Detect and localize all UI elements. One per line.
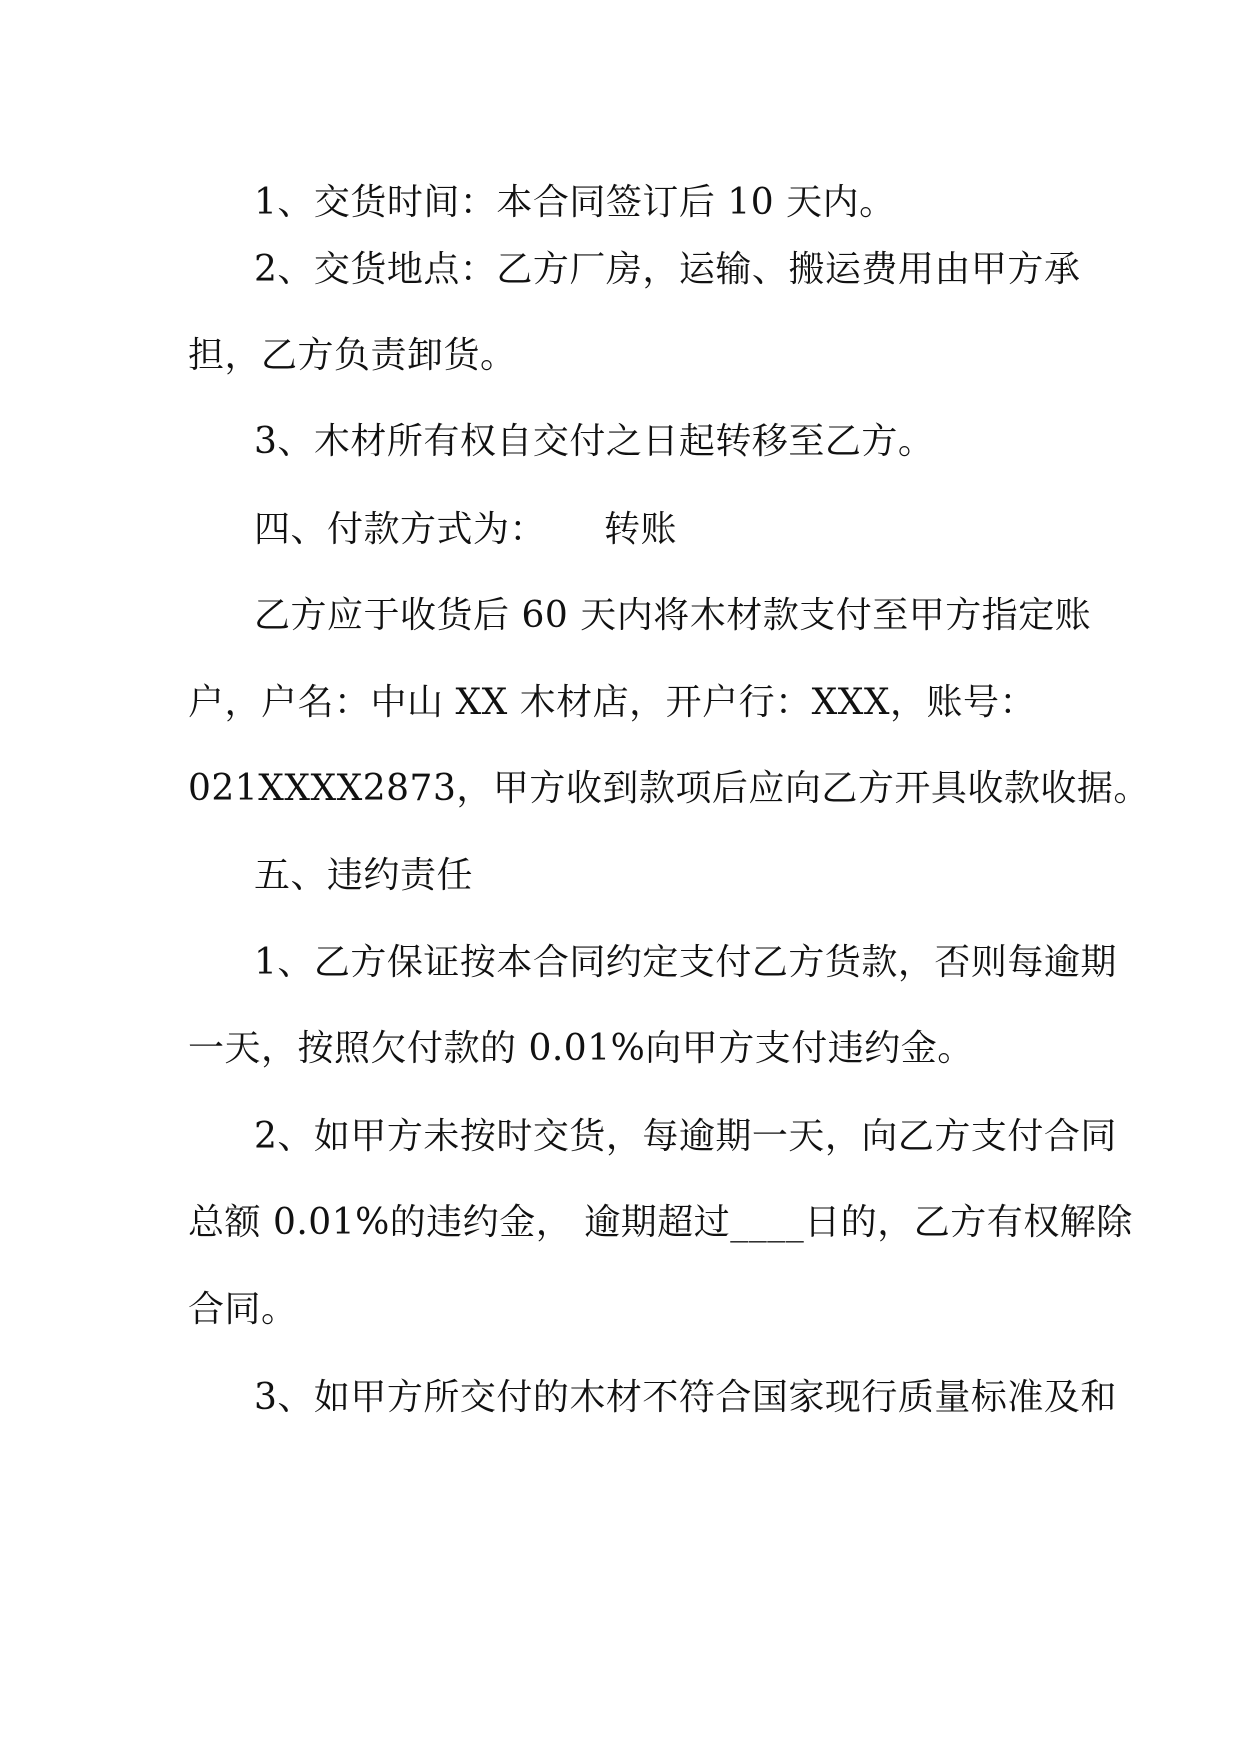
delivery-place-continuation: 担，乙方负责卸货。 <box>188 335 517 376</box>
liability-clause-1: 1、乙方保证按本合同约定支付乙方货款，否则每逾期 <box>254 942 1117 983</box>
receipt-line: 021XXXX2873，甲方收到款项后应向乙方开具收款收据。 <box>188 768 1150 809</box>
liability-clause-2: 2、如甲方未按时交货，每逾期一天，向乙方支付合同 <box>254 1116 1117 1157</box>
payment-term-line: 乙方应于收货后 60 天内将木材款支付至甲方指定账 <box>254 595 1092 636</box>
liability-clause-2-end: 合同。 <box>188 1289 298 1330</box>
liability-clause-1-continuation: 一天，按照欠付款的 0.01%向甲方支付违约金。 <box>188 1028 974 1069</box>
delivery-time-line: 1、交货时间：本合同签订后 10 天内。 <box>254 182 896 223</box>
payment-method-label: 四、付款方式为： <box>254 509 547 550</box>
payment-method-heading <box>254 510 677 550</box>
ownership-transfer-line: 3、木材所有权自交付之日起转移至乙方。 <box>254 421 935 462</box>
delivery-place-line: 2、交货地点：乙方厂房，运输、搬运费用由甲方承 <box>254 249 1081 290</box>
liability-clause-3: 3、如甲方所交付的木材不符合国家现行质量标准及和 <box>254 1377 1117 1418</box>
payment-method-value: 转账 <box>604 509 678 550</box>
liability-heading: 五、违约责任 <box>254 855 474 896</box>
liability-clause-2-continuation: 总额 0.01%的违约金， 逾期超过____日的，乙方有权解除 <box>188 1202 1133 1243</box>
account-info-line: 户，户名：中山 XX 木材店，开户行：XXX，账号： <box>188 682 1037 723</box>
